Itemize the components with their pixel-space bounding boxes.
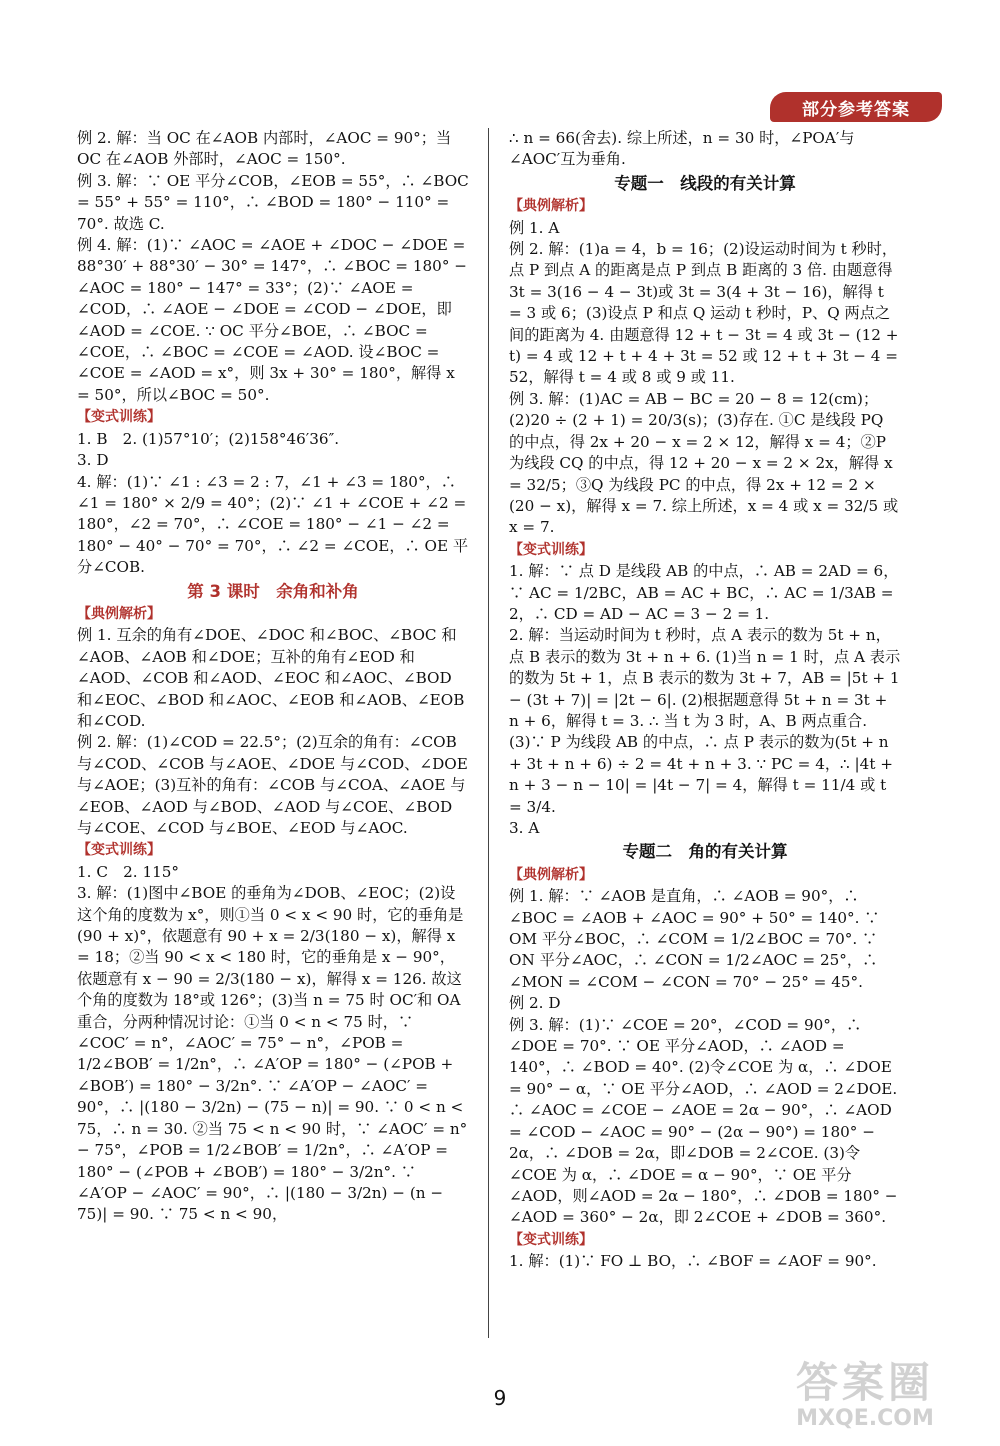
answer-paragraph: ∴ n = 66(舍去). 综上所述，n = 30 时，∠POA′与∠AOC′互为垂角. [509,129,855,169]
answer-paragraph: 例 1. 互余的角有∠DOE、∠DOC 和∠BOC、∠BOC 和∠AOB、∠AOB 和∠DOE；互补的角有∠EOD 和∠AOD、∠COB 和∠AOD、∠EOC 和∠AOC、∠BOD 和∠EOC、∠BOD 和∠AOC、∠EOB 和∠AOB、∠EOB 和∠COD. [77,626,465,730]
answer-paragraph: 3. D [77,451,109,470]
answer-paragraph: 例 2. 解：(1)a = 4，b = 16；(2)设运动时间为 t 秒时，点 P 到点 A 的距离是点 P 到点 B 距离的 3 倍. 由题意得 3t = 3(16 − 4 − 3t)或 3t = 3(4 + 3t − 16)，解得 t = 3 或 6；(3)设点 P 和点 Q 运动 t 秒时，P、Q 两点之间的距离为 4. 由题意得 12 + t − 3t = 4 或 3t − (12 + t) = 4 或 12 + t + 4 + 3t = 52 或 12 + t + 3t − 4 = 52，解得 t = 4 或 8 或 9 或 11. [509,240,899,387]
section-tag: 【典例解析】 [509,866,593,883]
section-tag: 【变式训练】 [77,842,161,859]
answer-paragraph: 例 1. 解：∵ ∠AOB 是直角，∴ ∠AOB = 90°，∴ ∠BOC = ∠AOB + ∠AOC = 90° + 50° = 140°. ∵ OM 平分∠BOC，∴ ∠COM = 1/2∠BOC = 70°. ∵ ON 平分∠AOC，∴ ∠CON = 1/2∠AOC = 25°，∴ ∠MON = ∠COM − ∠CON = 70° − 25° = 45°. [509,887,880,991]
section-title: 专题二 角的有关计算 [622,842,788,862]
answer-paragraph: 例 4. 解：(1)∵ ∠AOC = ∠AOE + ∠DOC − ∠DOE = 88°30′ + 88°30′ − 30° = 147°，∴ ∠BOC = 180° − ∠AOC = 180° − 147° = 33°；(2)∵ ∠AOE = ∠COD，∴ ∠AOE − ∠DOE = ∠COD − ∠DOE，即∠AOD = ∠COE. ∵ OC 平分∠BOE，∴ ∠BOC = ∠COE，∴ ∠BOC = ∠COE = ∠AOD. 设∠BOC = ∠COE = ∠AOD = x°，则 3x + 30° = 180°，解得 x = 50°，所以∠BOC = 50°. [77,236,467,404]
tag-row [509,539,901,561]
answer-paragraph: 4. 解：(1)∵ ∠1 : ∠3 = 2 : 7，∠1 + ∠3 = 180°，∴ ∠1 = 180° × 2/9 = 40°；(2)∵ ∠1 + ∠COE + ∠2 = 180°，∠2 = 70°，∴ ∠COE = 180° − ∠1 − ∠2 = 180° − 40° − 70° = 70°，∴ ∠2 = ∠COE，∴ OE 平分∠COB. [77,472,469,577]
answer-paragraph: 例 2. 解：当 OC 在∠AOB 内部时，∠AOC = 90°；当 OC 在∠AOB 外部时，∠AOC = 150°. [77,129,452,169]
tag-row [77,406,469,428]
section-title: 专题一 线段的有关计算 [614,173,796,193]
tag-row [77,839,469,861]
tag-row [509,1229,901,1251]
answer-paragraph: 1. 解：(1)∵ FO ⊥ BO，∴ ∠BOF = ∠AOF = 90°. [509,1252,877,1271]
answer-paragraph: 1. 解：∵ 点 D 是线段 AB 的中点，∴ AB = 2AD = 6，∵ AC = 1/2BC，AB = AC + BC，∴ AC = 1/3AB = 2，∴ CD = AD − AC = 3 − 2 = 1. [509,562,899,623]
watermark-url: MXQE.COM [796,1406,934,1431]
tag-row [509,195,901,217]
section-tag: 【典例解析】 [77,605,161,622]
watermark-logo: 答案圈 [795,1358,934,1407]
section-tag: 【变式训练】 [509,1231,593,1248]
answer-paragraph: 3. A [509,819,540,837]
answer-paragraph: 1. B 2. (1)57°10′；(2)158°46′36″. [77,429,340,448]
answer-paragraph: 3. 解：(1)图中∠BOE 的垂角为∠DOB、∠EOC；(2)设这个角的度数为 x°，则①当 0 < x < 90 时，它的垂角是(90 + x)°，依题意有 90 + x = 2/3(180 − x)，解得 x = 18；②当 90 < x < 180 时，它的垂角是 x − 90°，依题意有 x − 90 = 2/3(180 − x)，解得 x = 126. 故这个角的度数为 18°或 126°；(3)当 n = 75 时 OC′和 OA 重合，分两种情况讨论：①当 0 < n < 75 时，∵ ∠COC′ = n°，∠AOC′ = 75° − n°，∠POB = 1/2∠BOB′ = 1/2n°，∴ ∠A′OP = 180° − (∠POB + ∠BOB′) = 180° − 3/2n°. ∵ ∠A′OP − ∠AOC′ = 90°，∴ |(180 − 3/2n) − (75 − n)| = 90. ∵ 0 < n < 75，∴ n = 30. ②当 75 < n < 90 时，∵ ∠AOC′ = n° − 75°，∠POB = 1/2∠BOB′ = 1/2n°，∴ ∠A′OP = 180° − (∠POB + ∠BOB′) = 180° − 3/2n°. ∵ ∠A′OP − ∠AOC′ = 90°，∴ |(180 − 3/2n) − (n − 75)| = 90. ∵ 75 < n < 90， [77,884,468,1224]
section-tag: 【变式训练】 [77,409,161,426]
watermark [750,1360,980,1440]
tag-row [77,603,469,625]
page-number: 9 [493,1386,507,1410]
right-column [509,128,901,1273]
section-tag: 【变式训练】 [509,541,593,558]
left-column [77,128,469,1226]
answer-paragraph: 例 3. 解：∵ OE 平分∠COB，∠EOB = 55°，∴ ∠BOC = 55° + 55° = 110°，∴ ∠BOD = 180° − 110° = 70°. 故选 C. [77,171,469,233]
tag-row [509,864,901,886]
answer-paragraph: 例 2. 解：(1)∠COD = 22.5°；(2)互余的角有：∠COB 与∠COD、∠COB 与∠AOE、∠DOE 与∠COD、∠DOE 与∠AOE；(3)互补的角有：∠COB 与∠COA、∠AOE 与∠EOB、∠AOD 与∠BOD、∠AOD 与∠COE、∠BOD 与∠COE、∠COD 与∠BOE、∠EOD 与∠AOC. [77,733,468,837]
answer-paragraph: 例 1. A [509,218,560,237]
answer-paragraph: 例 2. D [509,994,561,1013]
section-title: 第 3 课时 余角和补角 [187,581,359,601]
answer-paragraph: 例 3. 解：(1)∵ ∠COE = 20°，∠COD = 90°，∴ ∠DOE = 70°. ∵ OE 平分∠AOD，∴ ∠AOD = 140°，∴ ∠BOD = 40°. (2)令∠COE 为 α，∴ ∠DOE = 90° − α，∵ OE 平分∠AOD，∴ ∠AOD = 2∠DOE. ∴ ∠AOC = ∠COE − ∠AOE = 2α − 90°，∴ ∠AOD = ∠COD − ∠AOC = 90° − (2α − 90°) = 180° − 2α，∴ ∠DOB = 2α，即∠DOB = 2∠COE. (3)令∠COE 为 α，∴ ∠DOE = α − 90°，∵ OE 平分∠AOD，则∠AOD = 2α − 180°，∴ ∠DOB = 180° − ∠AOD = 360° − 2α，即 2∠COE + ∠DOB = 360°. [509,1015,898,1227]
answer-paragraph: 1. C 2. 115° [77,862,180,881]
answer-paragraph: 2. 解：当运动时间为 t 秒时，点 A 表示的数为 5t + n，点 B 表示的数为 3t + n + 6. (1)当 n = 1 时，点 A 表示的数为 5t + 1，点 B 表示的数为 3t + 7，AB = |5t + 1 − (3t + 7)| = |2t − 6|. (2)根据题意得 5t + n = 3t + n + 6，解得 t = 3. ∴ 当 t 为 3 时，A、B 两点重合. (3)∵ P 为线段 AB 的中点，∴ 点 P 表示的数为(5t + n + 3t + n + 6) ÷ 2 = 4t + n + 3. ∵ PC = 4，∴ |4t + n + 3 − n − 10| = |4t − 7| = 4，解得 t = 11/4 或 t = 3/4. [509,626,901,816]
section-tag: 【典例解析】 [509,198,593,215]
answer-paragraph: 例 3. 解：(1)AC = AB − BC = 20 − 8 = 12(cm)；(2)20 ÷ (2 + 1) = 20/3(s)；(3)存在. ①C 是线段 PQ 的中点，得 2x + 20 − x = 2 × 12，解得 x = 4；②P 为线段 CQ 的中点，得 12 + 20 − x = 2 × 2x，解得 x = 32/5；③Q 为线段 PC 的中点，得 2x + 12 = 2 × (20 − x)，解得 x = 7. 综上所述，x = 4 或 x = 32/5 或 x = 7. [509,389,899,537]
section-header-tab: 部分参考答案 [770,92,942,122]
column-divider [488,128,489,1338]
